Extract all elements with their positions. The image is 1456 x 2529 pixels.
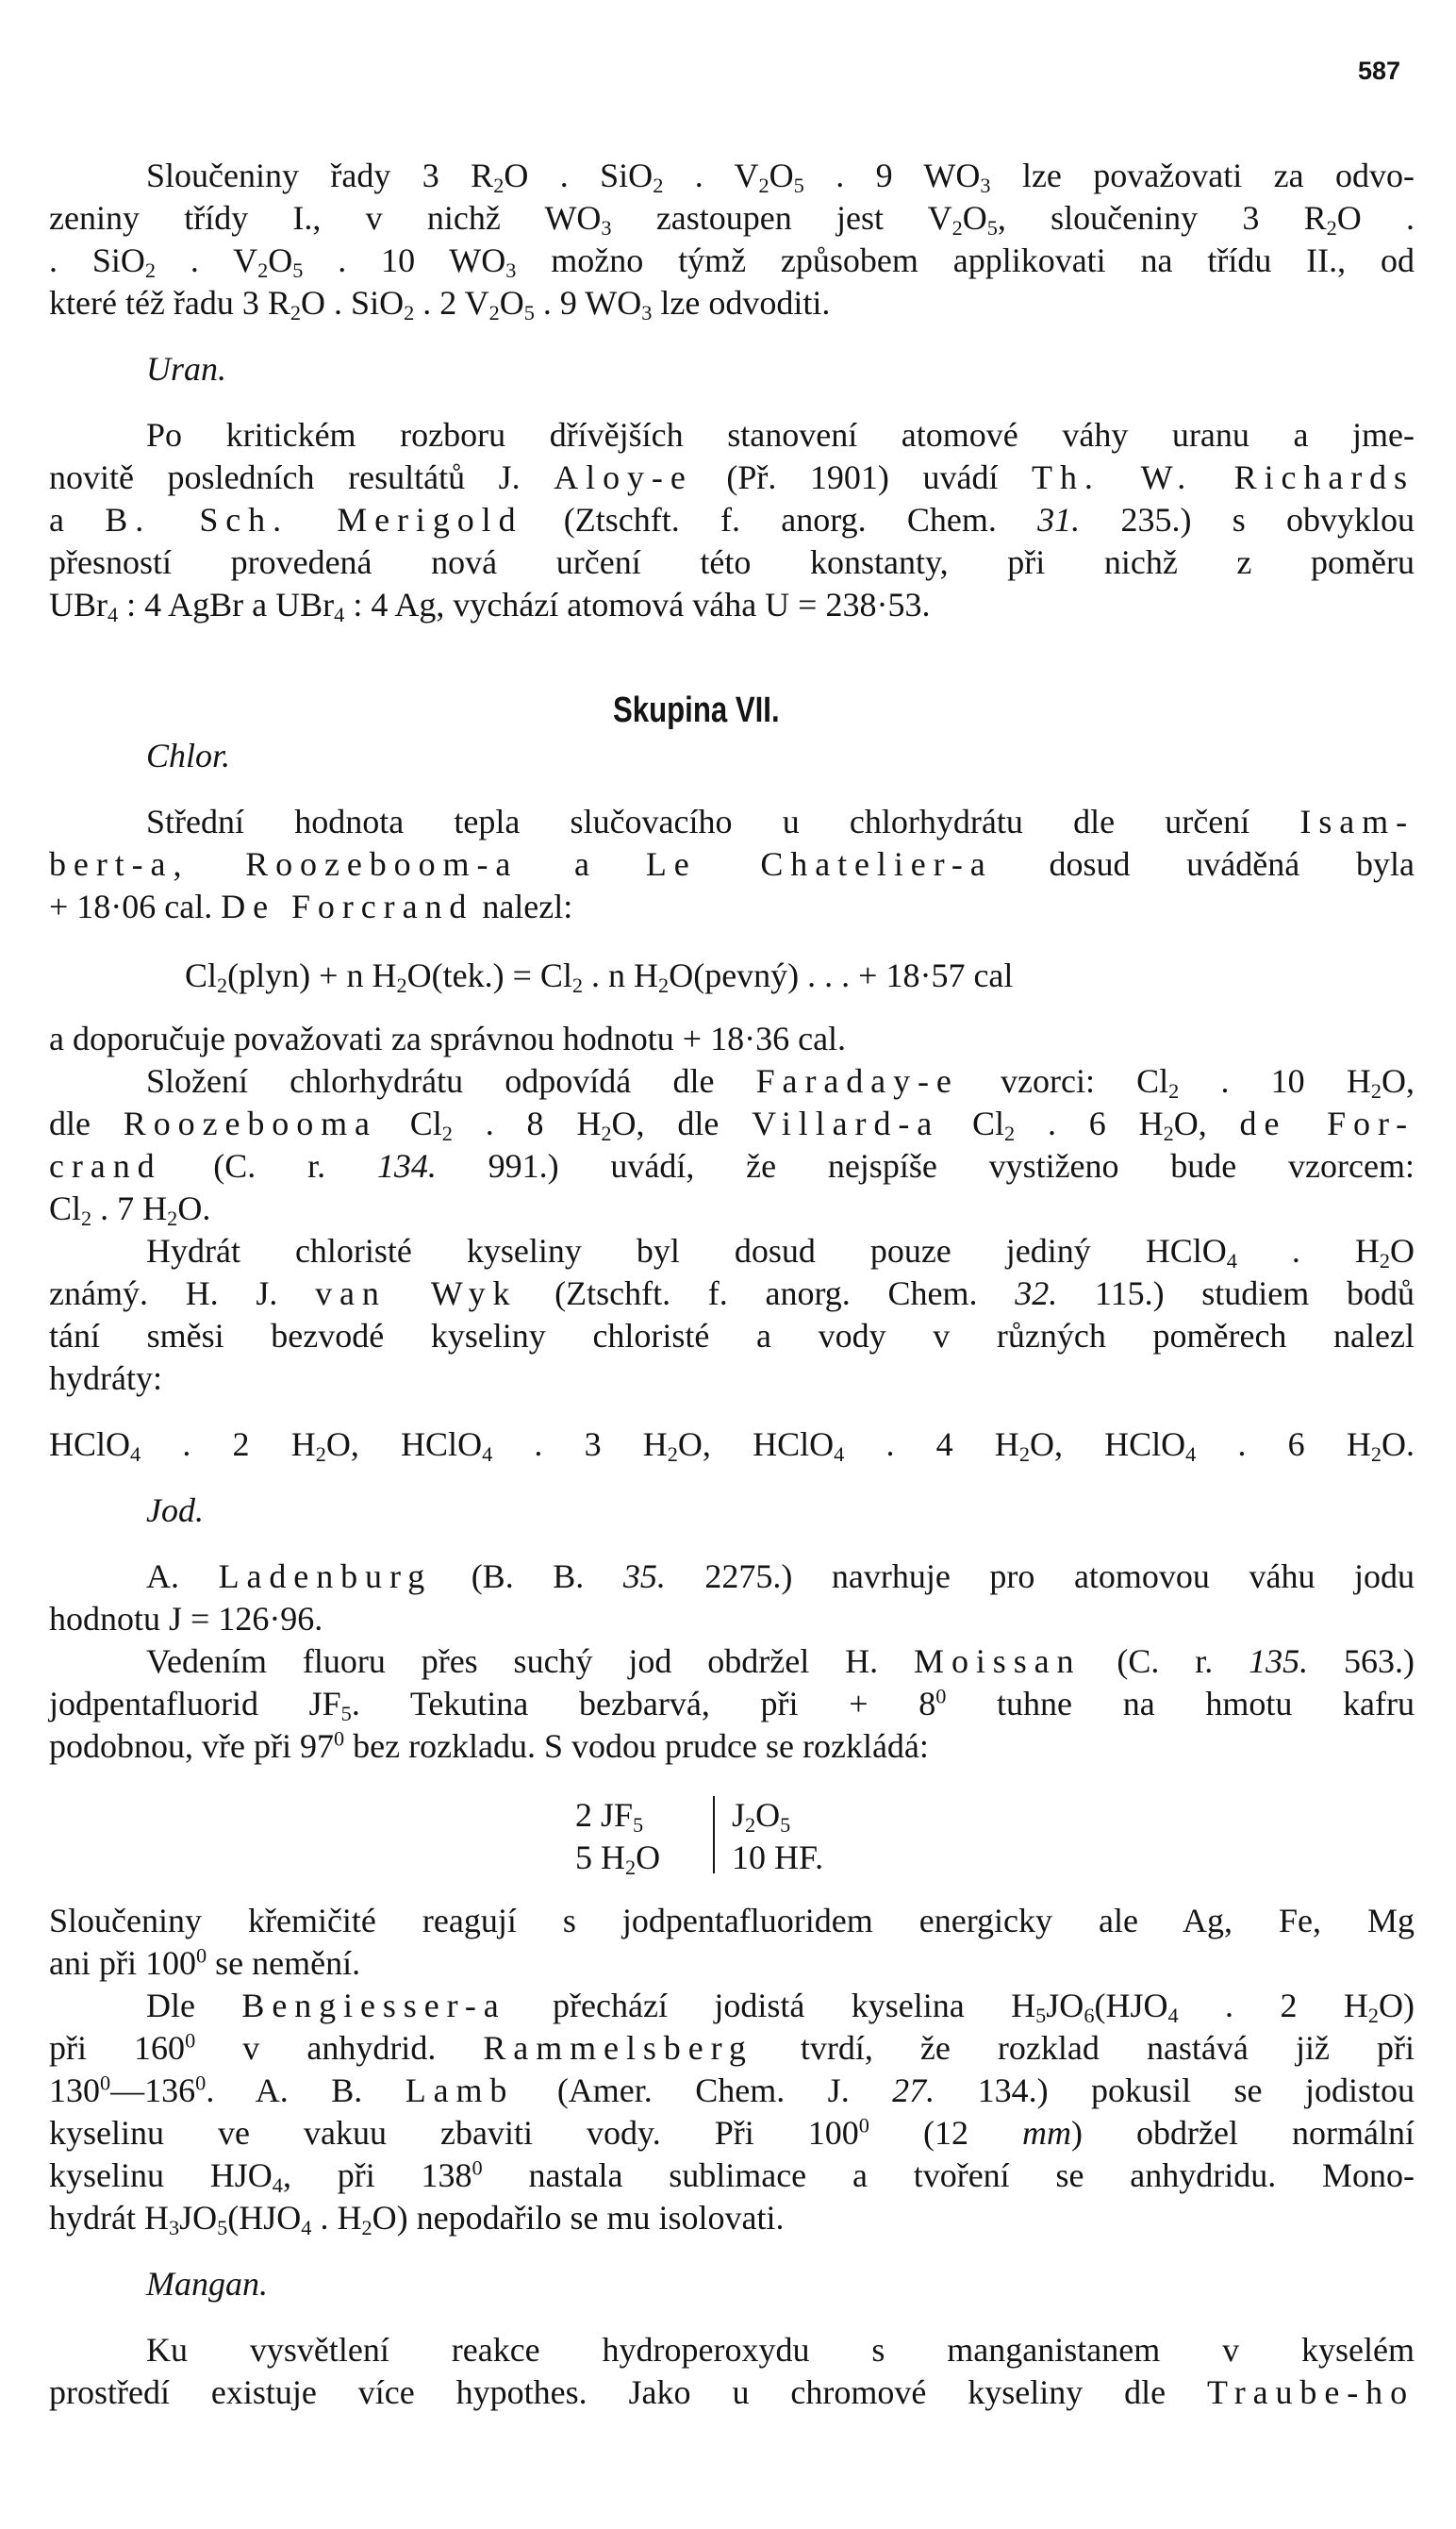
text-line: přesností provedená nová určení této konstanty, při nichž z poměru [49, 543, 1415, 581]
author-name: Aloy-e [554, 458, 693, 496]
text-line: hydráty: [49, 1359, 162, 1397]
author-name: Th. W. Richards [1032, 458, 1415, 496]
author-name: crand [49, 1147, 162, 1185]
author-name: Isam- [1299, 803, 1415, 840]
unit-mm: mm [1022, 2114, 1072, 2152]
ref-volume: 32. [1015, 1274, 1058, 1312]
text-line: tání směsi bezvodé kyseliny chloristé a vody v různých poměrech nalezl [49, 1317, 1415, 1355]
page-number: 587 [1358, 57, 1401, 85]
reaction-right-top: $J_2O_5$ [732, 1796, 791, 1838]
reaction-divider [713, 1796, 715, 1873]
text-line: Sloučeniny řady 3 $R_2O$ . SiO$_2$ . $V_2O_5$ . 9 $WO_3$ lze považovati za odvo- [146, 157, 1415, 198]
text-line: ani při $100^0$ se nemění. [49, 1943, 361, 1982]
author-name: Ladenburg [218, 1557, 433, 1595]
ref-volume: 31. [1037, 501, 1081, 539]
text-line: známý. H. J. van Wyk (Ztschft. f. anorg. Chem. 32. 115.) studiem bodů [49, 1274, 1415, 1312]
reaction-left-top: 2 $JF_5$ [575, 1796, 644, 1838]
author-name: Faraday-e [755, 1062, 959, 1100]
author-name: Roozeboom-a [245, 845, 519, 883]
text-line: A. Ladenburg (B. B. 35. 2275.) navrhuje pro atomovou váhu jodu [146, 1557, 1415, 1595]
text-line: novitě posledních resultátů J. Aloy-e (Př. 1901) uvádí Th. W. Richards [49, 458, 1415, 496]
text-line: hodnotu J = 126·96. [49, 1600, 323, 1638]
reaction-right-bottom: 10 HF. [732, 1839, 824, 1876]
text-line: Po kritickém rozboru dřívějších stanovení atomové váhy uranu a jme- [146, 416, 1415, 454]
text-line: Ku vysvětlení reakce hydroperoxydu s manganistanem v kyselém [146, 2331, 1415, 2369]
text-line: $Cl_2$ . 7 $H_2O$. [49, 1190, 211, 1231]
text-line: dle Roozebooma $Cl_2$ . 8 $H_2O$, dle Villard-a $Cl_2$ . 6 $H_2O$, de For- [49, 1105, 1415, 1146]
text-line: + 18·06 cal. De Forcrand nalezl: [49, 888, 573, 925]
formula-row-perchloric-hydrates: HClO$_4$ . 2 $H_2O$, HClO$_4$ . 3 $H_2O$, HClO$_4$ . 4 $H_2O$, HClO$_4$ . 6 $H_2O$. [49, 1425, 1415, 1467]
author-name: B. Sch. Merigold [105, 501, 523, 539]
author-name: Traube-ho [1207, 2373, 1415, 2411]
text-line: prostředí existuje více hypothes. Jako u chromové kyseliny dle Traube-ho [49, 2373, 1415, 2411]
text-line: Složení chlorhydrátu odpovídá dle Faraday-e vzorci: $Cl_2$ . 10 $H_2O$, [146, 1062, 1415, 1104]
text-line: hydrát $H_3JO_5(HJO_4$ . $H_2O$) nepodařilo se mu isolovati. [49, 2199, 785, 2240]
subheading-mangan: Mangan. [146, 2265, 268, 2303]
text-line: a B. Sch. Merigold (Ztschft. f. anorg. Chem. 31. 235.) s obvyklou [49, 501, 1415, 539]
ref-volume: 35. [622, 1557, 666, 1595]
text-line: jodpentafluorid $JF_5$. Tekutina bezbarvá, při + $8^0$ tuhne na hmotu kafru [49, 1684, 1415, 1726]
text-line: zeniny třídy I., v nichž $WO_3$ zastoupen jest $V_2O_5$, sloučeniny 3 $R_2O$ . [49, 199, 1415, 241]
author-name: Roozebooma [123, 1105, 377, 1142]
author-name: De Forcrand [221, 888, 474, 925]
text-line: bert-a, Roozeboom-a a Le Chatelier-a dosud uváděná byla [49, 845, 1415, 883]
author-name: Bengiesser-a [241, 1987, 506, 2024]
reaction-left-bottom: 5 $H_2O$ [575, 1839, 661, 1880]
ref-volume: 27. [892, 2071, 935, 2109]
text-line: $130^0—136^0$. A. B. Lamb (Amer. Chem. J. 27. 134.) pokusil se jodistou [49, 2071, 1415, 2109]
text-line: kyselinu ve vakuu zbaviti vody. Při $100^0$ (12 mm) obdržel normální [49, 2113, 1415, 2152]
ref-volume: 135. [1249, 1642, 1309, 1680]
text-line: crand (C. r. 134. 991.) uvádí, že nejspíše vystiženo bude vzorcem: [49, 1147, 1415, 1185]
author-name: de For- [1239, 1105, 1415, 1142]
text-line: UBr$_4$ : 4 AgBr a UBr$_4$ : 4 Ag, vychází atomová váha U = 238·53. [49, 586, 931, 627]
author-name: van Wyk [315, 1274, 518, 1312]
text-line: podobnou, vře při $97^0$ bez rozkladu. S vodou prudce se rozkládá: [49, 1726, 929, 1765]
text-line: Střední hodnota tepla slučovacího u chlorhydrátu dle určení Isam- [146, 803, 1415, 840]
author-name: Rammelsberg [483, 2029, 753, 2067]
author-name: Le Chatelier-a [645, 845, 993, 883]
text-line: Dle Bengiesser-a přechází jodistá kyselina $H_5JO_6(HJO_4$ . 2 $H_2O$) [146, 1987, 1415, 2028]
text-line: při $160^0$ v anhydrid. Rammelsberg tvrdí, že rozklad nastává již při [49, 2028, 1415, 2067]
text-line: které též řadu 3 $R_2O$ . SiO$_2$ . 2 $V_2O_5$ . 9 $WO_3$ lze odvoditi. [49, 284, 831, 325]
text-line: Sloučeniny křemičité reagují s jodpentafluoridem energicky ale Ag, Fe, Mg [49, 1902, 1415, 1939]
section-heading: Skupina VII. [613, 690, 780, 730]
author-name: Moissan [914, 1642, 1082, 1680]
text-line: Hydrát chloristé kyseliny byl dosud pouze jediný HClO$_4$ . $H_2O$ [146, 1232, 1415, 1273]
author-name: Villard-a [752, 1105, 940, 1142]
equation-chlorine-hydrate: $Cl_2(plyn) + n$ $H_2O(tek.) = Cl_2$ . n $H_2O(pevný)$ . . . + 18·57 cal [185, 957, 1014, 998]
text-line: . SiO$_2$ . $V_2O_5$ . 10 $WO_3$ možno týmž způsobem applikovati na třídu II., od [49, 241, 1415, 283]
text-line: kyselinu $HJO_4$, při $138^0$ nastala sublimace a tvoření se anhydridu. Mono- [49, 2155, 1415, 2198]
subheading-chlor: Chlor. [146, 737, 231, 774]
text-line: Vedením fluoru přes suchý jod obdržel H. Moissan (C. r. 135. 563.) [146, 1642, 1415, 1680]
ref-volume: 134. [376, 1147, 437, 1185]
author-name: Lamb [405, 2071, 515, 2109]
subheading-uran: Uran. [146, 350, 227, 388]
text-line: a doporučuje považovati za správnou hodnotu + 18·36 cal. [49, 1020, 847, 1057]
author-name: bert-a, [49, 845, 190, 883]
subheading-jod: Jod. [146, 1491, 204, 1529]
